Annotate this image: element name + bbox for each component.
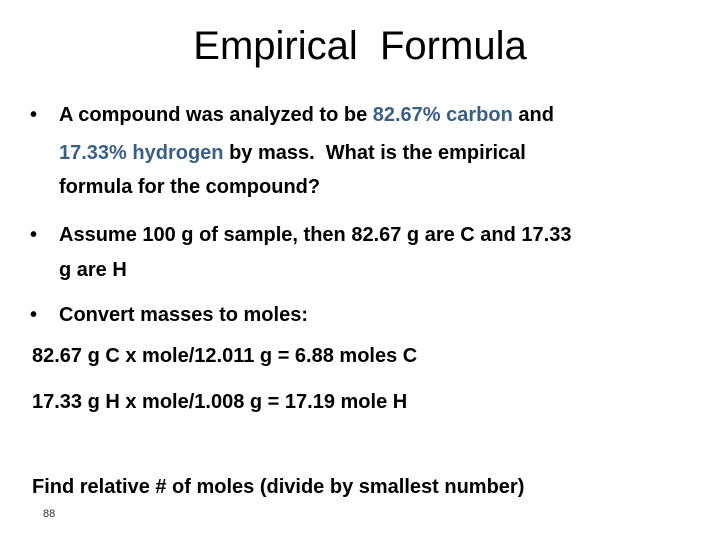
bullet-dot: •: [30, 304, 38, 326]
bullet-1-line-2: [59, 142, 526, 165]
bullet-dot: •: [30, 224, 38, 246]
bullet-text-segment: by mass. What is the empirical: [223, 142, 526, 164]
slide-number: 88: [43, 508, 56, 520]
bullet-2-line-2: g are H: [59, 259, 127, 281]
bullet-text-segment: and: [512, 104, 554, 126]
slide-title: Empirical Formula: [193, 24, 527, 68]
bullet-dot: •: [30, 104, 38, 126]
hydrogen-percentage-highlight: 17.33% hydrogen: [59, 142, 224, 164]
carbon-percentage-highlight: 82.67% carbon: [372, 104, 513, 126]
calculation-carbon: 82.67 g C x mole/12.011 g = 6.88 moles C: [32, 345, 418, 367]
calculation-hydrogen: 17.33 g H x mole/1.008 g = 17.19 mole H: [32, 391, 408, 413]
bullet-text-segment: A compound was analyzed to be: [59, 104, 373, 126]
bullet-1-line-1: [59, 104, 554, 127]
bullet-1-line-3: formula for the compound?: [59, 176, 321, 198]
bullet-2-line-1: Assume 100 g of sample, then 82.67 g are C and 17.33: [59, 224, 572, 246]
instruction-text: Find relative # of moles (divide by smallest number): [32, 476, 525, 498]
bullet-3-line-1: Convert masses to moles:: [59, 304, 308, 326]
